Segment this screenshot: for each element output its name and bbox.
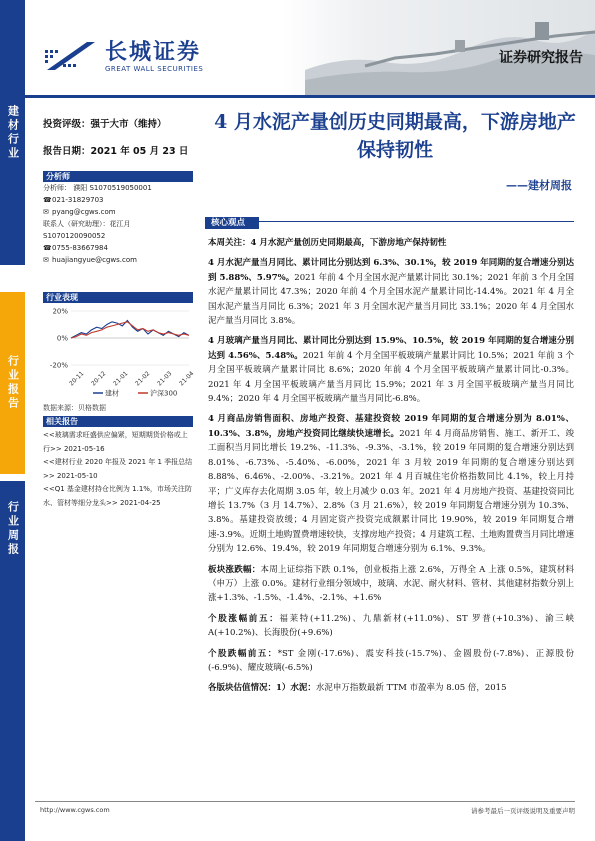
paragraph-sector-moves <box>208 563 574 606</box>
paragraph-top-gainers <box>208 612 574 641</box>
chart-source-note: 数据来源：贝格数据 <box>43 404 106 412</box>
x-tick-label: 21-01 <box>112 370 130 388</box>
legend-label: 沪深300 <box>150 389 178 398</box>
side-strip <box>0 0 25 841</box>
core-view-heading: 核心观点 <box>205 217 259 229</box>
top-losers-text: *ST 金刚(-17.6%)、震安科技(-15.7%)、金圆股份(-7.8%)、正源股份(-6.9%)、耀皮玻璃(-6.5%) <box>208 648 574 673</box>
related-report-link[interactable]: <<建材行业 2020 年报及 2021 年 1 季报总结>> 2021-05-10 <box>43 458 193 480</box>
side-block-weekly <box>0 481 25 841</box>
analyst-text: 分析师： 濮阳 S1070519050001 <box>43 184 152 192</box>
legend-label: 建材 <box>105 389 119 398</box>
analyst-text: 联系人（研究助理）：花江月 <box>43 220 131 228</box>
paragraph-cement <box>208 256 574 328</box>
sector-moves-text: 本周上证综指下跌 0.1%，创业板指上涨 2.6%，万得全 A 上涨 0.5%，建筑材料（申万）上涨 0.0%。建材行业细分领域中，玻璃、水泥、耐火材料、管材、其他建材指数分别上涨+1.3%、-1.5%、-1.4%、-2.1%、+1.6% <box>208 564 574 604</box>
y-tick-label: -20% <box>49 361 68 370</box>
top-gainers-lead: 个股涨幅前五： <box>208 613 280 624</box>
property-lead: 4 月商品房销售面积、房地产投资、基建投资较 2019 年同期的复合增速分别为 8.01%、10.3%、3.8%，房地产投资同比继续快速增长。 <box>208 414 574 439</box>
analyst-line <box>43 206 193 218</box>
page-header <box>25 0 595 95</box>
paragraph-glass <box>208 334 574 406</box>
logo-name-cn: 长城证券 <box>105 40 202 65</box>
performance-chart <box>43 303 196 399</box>
sector-moves-lead: 板块涨跌幅： <box>208 564 261 575</box>
email-link[interactable]: huajiangyue@cgws.com <box>52 256 137 264</box>
x-tick-label: 21-04 <box>178 370 196 388</box>
valuation-lead: 各版块估值情况：1）水泥： <box>208 683 316 694</box>
side-block-report <box>0 292 25 474</box>
analyst-lines <box>43 182 193 266</box>
x-tick-label: 21-03 <box>156 370 174 388</box>
related-report-link[interactable]: <<Q1 基金建材持仓比例为 1.1%，市场关注防水、管材等细分龙头>> 2021-04-25 <box>43 485 192 507</box>
paragraph-valuation <box>208 681 574 695</box>
paragraph-top-losers <box>208 647 574 676</box>
series-line-csi300 <box>71 322 189 338</box>
side-label-weekly: 行业周报 <box>6 501 20 557</box>
header-divider <box>25 95 595 98</box>
footer-divider <box>35 801 575 802</box>
paragraph-focus <box>208 236 574 250</box>
analyst-line <box>43 218 193 230</box>
top-losers-lead: 个股跌幅前五： <box>208 648 278 659</box>
cement-text: 2021 年前 4 个月全国水泥产量累计同比 30.1%；2021 年前 3 个月全国水泥产量累计同比 47.3%；2020 年前 4 个月全国水泥产量累计同比-14.4%。2021 年 4 月全国水泥产量当月同比 6.3%；2021 年 3 月全国水泥产量当月同比 33.1%；2020 年 4 月全国水泥产量当月同比 3.8%。 <box>208 272 574 327</box>
phone-icon: ☎ <box>43 244 52 252</box>
series-line-building-materials <box>71 321 189 339</box>
analyst-line <box>43 182 193 194</box>
side-label-industry: 建材行业 <box>6 104 20 161</box>
email-icon: ✉ <box>43 208 49 216</box>
analyst-text: 021-31829703 <box>52 196 104 204</box>
valuation-text: 水泥申万指数最新 TTM 市盈率为 8.05 倍，2015 <box>315 683 507 694</box>
analyst-text: S1070120090052 <box>43 232 106 240</box>
side-label-report: 行业报告 <box>6 355 20 411</box>
related-heading: 相关报告 <box>43 416 193 427</box>
core-view-bar <box>205 210 574 228</box>
investment-rating: 投资评级：强于大市（维持） <box>43 119 167 130</box>
footer-website-link[interactable]: http://www.cgws.com <box>40 806 110 814</box>
analyst-line <box>43 194 193 206</box>
analyst-line <box>43 242 193 254</box>
x-tick-label: 21-02 <box>134 370 152 388</box>
analyst-section <box>43 171 193 266</box>
logo-mark-icon <box>43 40 99 74</box>
report-type-label: 证券研究报告 <box>499 50 583 66</box>
left-column <box>43 110 193 266</box>
performance-heading: 行业表现 <box>43 292 193 303</box>
email-icon: ✉ <box>43 256 49 264</box>
logo-name-en: GREAT WALL SECURITIES <box>105 65 204 73</box>
x-tick-label: 20-12 <box>90 370 108 388</box>
x-tick-label: 20-11 <box>68 370 86 388</box>
company-logo <box>43 40 203 74</box>
phone-icon: ☎ <box>43 196 52 204</box>
y-tick-label: 0% <box>56 334 68 343</box>
related-reports <box>43 416 193 510</box>
paragraph-property <box>208 412 574 556</box>
y-tick-label: 20% <box>52 307 68 316</box>
email-link[interactable]: pyang@cgws.com <box>52 208 116 216</box>
footer-disclaimer: 请参考最后一页评级说明及重要声明 <box>471 807 575 815</box>
main-body <box>208 236 574 702</box>
glass-text: 2021 年前 4 个月全国平板玻璃产量累计同比 10.5%；2021 年前 3 个月全国平板玻璃产量累计同比 8.6%；2020 年前 4 个月全国平板玻璃产量累计同比-0.3%。2021 年 4 月全国平板玻璃产量当月同比 15.9%；2021 年 3 月全国平板玻璃产量当月同比 9.4%；2020 年 4 月全国平板玻璃产量当月同比-6.8%。 <box>208 350 574 405</box>
side-block-industry <box>0 0 25 265</box>
report-title: 4 月水泥产量创历史同期最高，下游房地产保持韧性 <box>214 111 576 161</box>
analyst-line <box>43 254 193 266</box>
analyst-heading: 分析师 <box>43 171 193 182</box>
analyst-text: 0755-83667984 <box>52 244 108 252</box>
top-gainers-text: 福莱特(+11.2%)、九鼎新材(+11.0%)、ST 罗普(+10.3%)、渝三峡 A(+10.2%)、长海股份(+9.6%) <box>208 613 574 639</box>
report-date: 报告日期：2021 年 05 月 23 日 <box>43 146 189 157</box>
property-text: 2021 年 4 月商品房销售、施工、新开工、竣工面积当月同比增长 19.2%、-11.3%、-9.3%、-3.1%，较 2019 年同期的复合增速分别达到 8.01%、-6.73%、-5.40%、-6.00%，2021 年 3 月较 2019 年同期的复合增速分别达到 8.88%、6.46%、-2.00%、-3.21%。2021 年 4 月百城住宅价格指数同比 4.1%，较上月持平；广义库存去化周期 3.05 年，较上月减少 0.03 年。2021 年 4 月房地产投资、基建投资同比增长 13.7%（3 月 14.7%）、2.8%（3 月 21.6%），较 2019 年同期复合增速分别为 10.3%、3.8%。基建投资放缓；4 月固定资产投资完成额累计同比 19.90%，较 2019 年同期复合增速-3.9%。近期土地购置费增速较快，支撑房地产投资；4 月建筑工程、土地购置费当月同比增速分别为 12.6%、19.4%，较 2019 年同期复合增速分别为 6.1%、9.3%。 <box>208 428 574 555</box>
glass-lead: 4 月玻璃产量当月同比、累计同比分别达到 15.9%、10.5%，较 2019 年同期的复合增速分别达到 4.56%、5.48%。 <box>208 336 574 361</box>
related-report-link[interactable]: <<玻璃需求旺盛供应偏紧，短期期货价格或上行>> 2021-05-16 <box>43 431 188 453</box>
focus-heading: 本周关注：4 月水泥产量创历史同期最高，下游房地产保持韧性 <box>208 238 447 248</box>
analyst-line <box>43 230 193 242</box>
report-subtitle: ——建材周报 <box>506 179 572 192</box>
cement-lead: 4 月水泥产量当月同比、累计同比分别达到 6.3%、30.1%，较 2019 年同期的复合增速分别达到 5.88%、5.97%。 <box>208 258 574 283</box>
industry-performance <box>43 292 196 399</box>
